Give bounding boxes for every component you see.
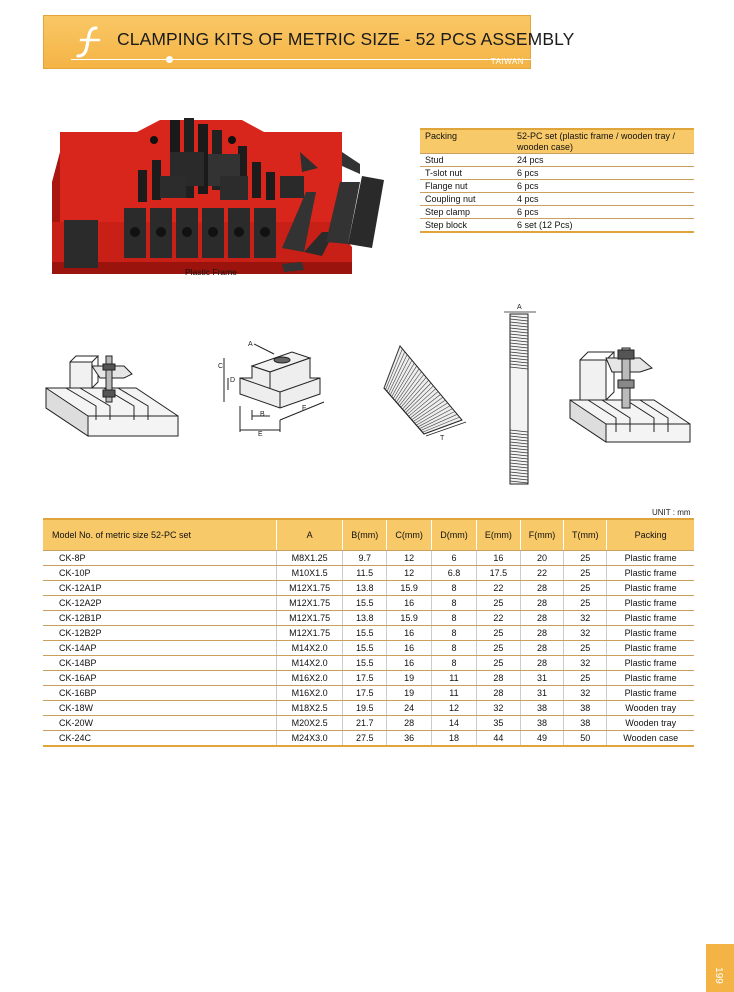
table-cell: 50	[564, 730, 607, 746]
table-cell: 12	[387, 565, 432, 580]
table-cell: 19	[387, 685, 432, 700]
spec-item: Packing	[420, 129, 512, 154]
table-cell: 36	[387, 730, 432, 746]
table-cell: 18	[432, 730, 477, 746]
table-cell: 28	[476, 670, 520, 685]
table-cell: 25	[476, 655, 520, 670]
table-row	[43, 655, 694, 670]
table-cell: 19	[387, 670, 432, 685]
dim-label-e: E	[258, 431, 263, 438]
table-cell: CK-12B1P	[43, 610, 277, 625]
table-row	[43, 550, 694, 565]
table-cell: M14X2.0	[277, 640, 343, 655]
table-cell: 32	[564, 610, 607, 625]
contents-table	[420, 128, 694, 233]
table-cell: 15.5	[343, 640, 387, 655]
table-cell: 25	[564, 580, 607, 595]
table-cell: M8X1.25	[277, 550, 343, 565]
page-title: CLAMPING KITS OF METRIC SIZE - 52 PCS ASSEMBLY	[117, 29, 575, 49]
spec-row	[420, 193, 694, 206]
table-cell: 6	[432, 550, 477, 565]
table-cell: 25	[564, 640, 607, 655]
table-cell: 49	[520, 730, 563, 746]
table-cell: Plastic frame	[607, 655, 694, 670]
table-cell: Plastic frame	[607, 685, 694, 700]
dim-label-c: C	[218, 363, 224, 370]
dim-label-f: F	[302, 405, 307, 412]
table-cell: 12	[387, 550, 432, 565]
table-cell: 8	[432, 580, 477, 595]
photo-caption: Plastic Frame	[185, 267, 237, 277]
product-photo	[42, 112, 392, 280]
table-cell: 25	[564, 670, 607, 685]
table-cell: M12X1.75	[277, 595, 343, 610]
title-banner	[43, 15, 575, 69]
table-cell: 25	[476, 640, 520, 655]
spec-value: 6 pcs	[512, 167, 694, 180]
table-cell: 16	[387, 655, 432, 670]
spec-row	[420, 154, 694, 167]
spec-value: 6 set (12 Pcs)	[512, 219, 694, 233]
table-row	[43, 625, 694, 640]
table-cell: Wooden case	[607, 730, 694, 746]
spec-row	[420, 129, 694, 154]
table-cell: 22	[476, 610, 520, 625]
table-cell: CK-8P	[43, 550, 277, 565]
spec-item: Step block	[420, 219, 512, 233]
spec-value: 6 pcs	[512, 206, 694, 219]
table-cell: 16	[476, 550, 520, 565]
table-cell: 16	[387, 595, 432, 610]
table-cell: CK-24C	[43, 730, 277, 746]
spec-row	[420, 219, 694, 233]
table-cell: 8	[432, 595, 477, 610]
table-cell: Plastic frame	[607, 610, 694, 625]
table-cell: 15.5	[343, 655, 387, 670]
table-row	[43, 640, 694, 655]
table-cell: 27.5	[343, 730, 387, 746]
page-number: 199	[712, 967, 724, 984]
table-cell: 8	[432, 625, 477, 640]
column-header: D(mm)	[432, 519, 477, 550]
table-header-row	[43, 519, 694, 550]
table-cell: 44	[476, 730, 520, 746]
table-cell: 28	[520, 625, 563, 640]
spec-item: T-slot nut	[420, 167, 512, 180]
column-header: Packing	[607, 519, 694, 550]
spec-row	[420, 180, 694, 193]
table-cell: 19.5	[343, 700, 387, 715]
table-cell: M18X2.5	[277, 700, 343, 715]
table-cell: 28	[520, 610, 563, 625]
table-cell: Plastic frame	[607, 550, 694, 565]
table-cell: 9.7	[343, 550, 387, 565]
table-row	[43, 580, 694, 595]
table-cell: 15.9	[387, 580, 432, 595]
table-cell: 28	[520, 640, 563, 655]
dim-label-b: B	[260, 411, 265, 418]
table-cell: 21.7	[343, 715, 387, 730]
table-cell: Plastic frame	[607, 640, 694, 655]
step-clamp-setup-diagram	[40, 338, 182, 448]
table-cell: M24X3.0	[277, 730, 343, 746]
table-cell: 16	[387, 625, 432, 640]
spec-value: 52-PC set (plastic frame / wooden tray / wooden case)	[512, 129, 694, 154]
table-cell: Plastic frame	[607, 565, 694, 580]
table-cell: 13.8	[343, 580, 387, 595]
table-cell: 25	[476, 595, 520, 610]
table-cell: Plastic frame	[607, 670, 694, 685]
table-row	[43, 685, 694, 700]
table-cell: 11.5	[343, 565, 387, 580]
table-cell: 28	[520, 595, 563, 610]
spec-value: 4 pcs	[512, 193, 694, 206]
table-cell: CK-10P	[43, 565, 277, 580]
spec-item: Flange nut	[420, 180, 512, 193]
table-cell: 32	[564, 655, 607, 670]
page-number-tab	[706, 944, 734, 992]
table-cell: Plastic frame	[607, 625, 694, 640]
table-cell: 28	[387, 715, 432, 730]
table-cell: 25	[564, 595, 607, 610]
table-cell: 22	[476, 580, 520, 595]
spec-value: 6 pcs	[512, 180, 694, 193]
table-cell: 32	[564, 625, 607, 640]
column-header: B(mm)	[343, 519, 387, 550]
table-cell: CK-16AP	[43, 670, 277, 685]
stud-diagram	[492, 300, 548, 490]
table-row	[43, 565, 694, 580]
table-cell: 31	[520, 685, 563, 700]
table-cell: 38	[564, 715, 607, 730]
table-cell: CK-14BP	[43, 655, 277, 670]
table-cell: 22	[520, 565, 563, 580]
spec-row	[420, 206, 694, 219]
column-header: A	[277, 519, 343, 550]
table-cell: Wooden tray	[607, 700, 694, 715]
table-cell: 15.5	[343, 625, 387, 640]
table-row	[43, 715, 694, 730]
table-cell: 32	[564, 685, 607, 700]
table-cell: CK-14AP	[43, 640, 277, 655]
table-cell: CK-16BP	[43, 685, 277, 700]
table-cell: 11	[432, 685, 477, 700]
flange-nut-setup-diagram	[566, 338, 694, 448]
table-cell: 25	[476, 625, 520, 640]
table-cell: 25	[564, 550, 607, 565]
unit-label: UNIT : mm	[652, 508, 691, 517]
table-cell: 38	[520, 715, 563, 730]
spec-item: Stud	[420, 154, 512, 167]
table-cell: 8	[432, 655, 477, 670]
spec-row	[420, 167, 694, 180]
table-cell: Plastic frame	[607, 580, 694, 595]
table-cell: 15.5	[343, 595, 387, 610]
column-header: T(mm)	[564, 519, 607, 550]
table-cell: CK-20W	[43, 715, 277, 730]
column-header: Model No. of metric size 52-PC set	[43, 519, 277, 550]
banner-rule	[71, 59, 169, 60]
column-header: F(mm)	[520, 519, 563, 550]
table-cell: 28	[520, 580, 563, 595]
dim-label-a2: A	[517, 304, 522, 311]
table-cell: M12X1.75	[277, 610, 343, 625]
table-row	[43, 595, 694, 610]
brand-logo-icon	[72, 24, 108, 60]
table-cell: 32	[476, 700, 520, 715]
table-cell: Wooden tray	[607, 715, 694, 730]
column-header: E(mm)	[476, 519, 520, 550]
table-cell: M12X1.75	[277, 580, 343, 595]
table-cell: CK-12A1P	[43, 580, 277, 595]
table-cell: 28	[520, 655, 563, 670]
table-cell: 24	[387, 700, 432, 715]
table-cell: 12	[432, 700, 477, 715]
step-block-diagram	[378, 340, 472, 444]
table-cell: 15.9	[387, 610, 432, 625]
table-cell: 17.5	[343, 670, 387, 685]
origin-label: TAIWAN	[490, 57, 524, 66]
table-cell: M12X1.75	[277, 625, 343, 640]
table-row	[43, 670, 694, 685]
table-cell: 17.5	[343, 685, 387, 700]
table-cell: 20	[520, 550, 563, 565]
table-cell: 35	[476, 715, 520, 730]
table-cell: 14	[432, 715, 477, 730]
model-dimensions-table	[43, 518, 694, 747]
table-cell: M14X2.0	[277, 655, 343, 670]
table-row	[43, 700, 694, 715]
table-cell: 8	[432, 640, 477, 655]
table-cell: M10X1.5	[277, 565, 343, 580]
dim-label-d: D	[230, 377, 236, 384]
table-cell: M16X2.0	[277, 670, 343, 685]
table-cell: 38	[520, 700, 563, 715]
table-cell: CK-18W	[43, 700, 277, 715]
t-slot-nut-dimension-diagram	[214, 336, 338, 440]
table-cell: 6.8	[432, 565, 477, 580]
table-row	[43, 610, 694, 625]
table-cell: Plastic frame	[607, 595, 694, 610]
table-cell: 8	[432, 610, 477, 625]
table-cell: 38	[564, 700, 607, 715]
table-cell: 16	[387, 640, 432, 655]
table-cell: 13.8	[343, 610, 387, 625]
dim-label-t: T	[440, 435, 445, 442]
table-cell: 25	[564, 565, 607, 580]
spec-item: Coupling nut	[420, 193, 512, 206]
banner-rule-right	[173, 59, 531, 60]
table-cell: M20X2.5	[277, 715, 343, 730]
table-cell: CK-12B2P	[43, 625, 277, 640]
table-cell: 31	[520, 670, 563, 685]
table-cell: 17.5	[476, 565, 520, 580]
table-row	[43, 730, 694, 746]
column-header: C(mm)	[387, 519, 432, 550]
dim-label-a: A	[248, 341, 253, 348]
banner-rule-dot	[166, 56, 173, 63]
table-cell: 28	[476, 685, 520, 700]
table-cell: M16X2.0	[277, 685, 343, 700]
spec-item: Step clamp	[420, 206, 512, 219]
spec-value: 24 pcs	[512, 154, 694, 167]
table-cell: CK-12A2P	[43, 595, 277, 610]
table-cell: 11	[432, 670, 477, 685]
